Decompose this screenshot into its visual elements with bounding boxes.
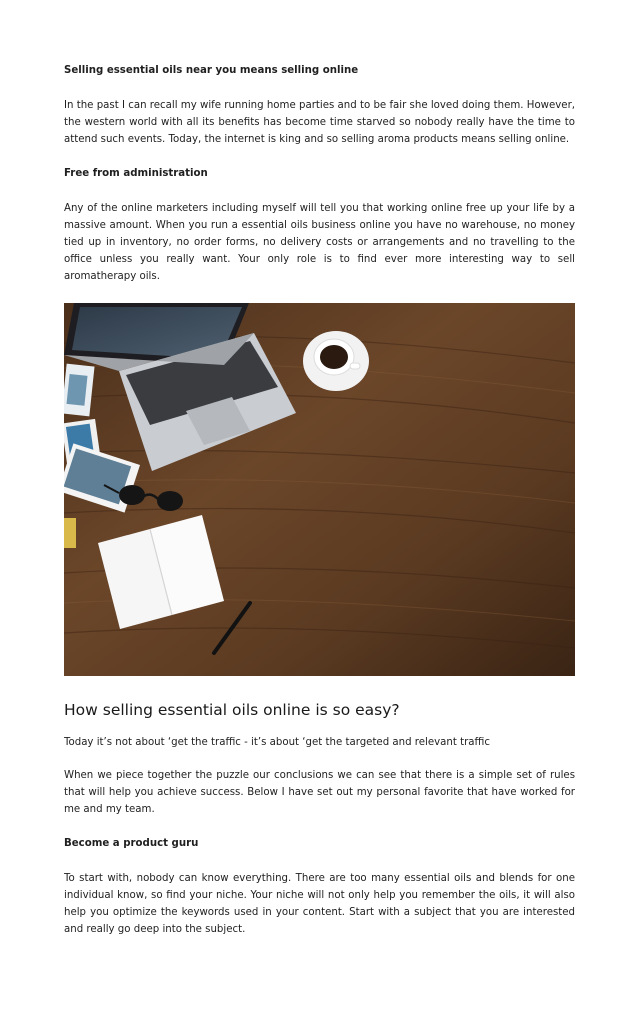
desk-photo — [64, 303, 575, 676]
section-heading-administration: Free from administration — [64, 168, 208, 179]
section-paragraph-administration: Any of the online marketers including myself will tell you that working online free up your life by a massive amount. When you run a essential oils business online you have no warehouse, no money tied up in inventory, no order forms, no delivery costs or arrangements and no travelling to the office unless you really want. Your only role is to find ever more interesting way to sell aromatherapy oils. — [64, 203, 575, 282]
section-heading-selling-online: Selling essential oils near you means selling online — [64, 65, 359, 76]
guru-paragraph: To start with, nobody can know everything. There are too many essential oils and blends for one individual know, so find your niche. Your niche will not only help you remember the oils, it will also help you optimize the keywords used in your content. Start with a subject that you are interested and really go deep into the subject. — [64, 873, 575, 935]
document-content — [64, 62, 575, 955]
section-paragraph-selling-online: In the past I can recall my wife running home parties and to be fair she loved doing them. However, the western world with all its benefits has become time starved so nobody really have the time to attend such events. Today, the internet is king and so selling aroma products means selling online. — [64, 100, 575, 145]
desk-photo-illustration — [64, 303, 575, 676]
intro-line: Today it’s not about ‘get the traffic - it’s about ‘get the targeted and relevant traffic — [64, 737, 490, 748]
main-heading: How selling essential oils online is so easy? — [64, 701, 400, 719]
coffee-cup-icon — [303, 331, 369, 391]
intro-paragraph: When we piece together the puzzle our conclusions we can see that there is a simple set of rules that will help you achieve success. Below I have set out my personal favorite that have worked for me and my team. — [64, 770, 575, 815]
guru-heading: Become a product guru — [64, 838, 199, 849]
